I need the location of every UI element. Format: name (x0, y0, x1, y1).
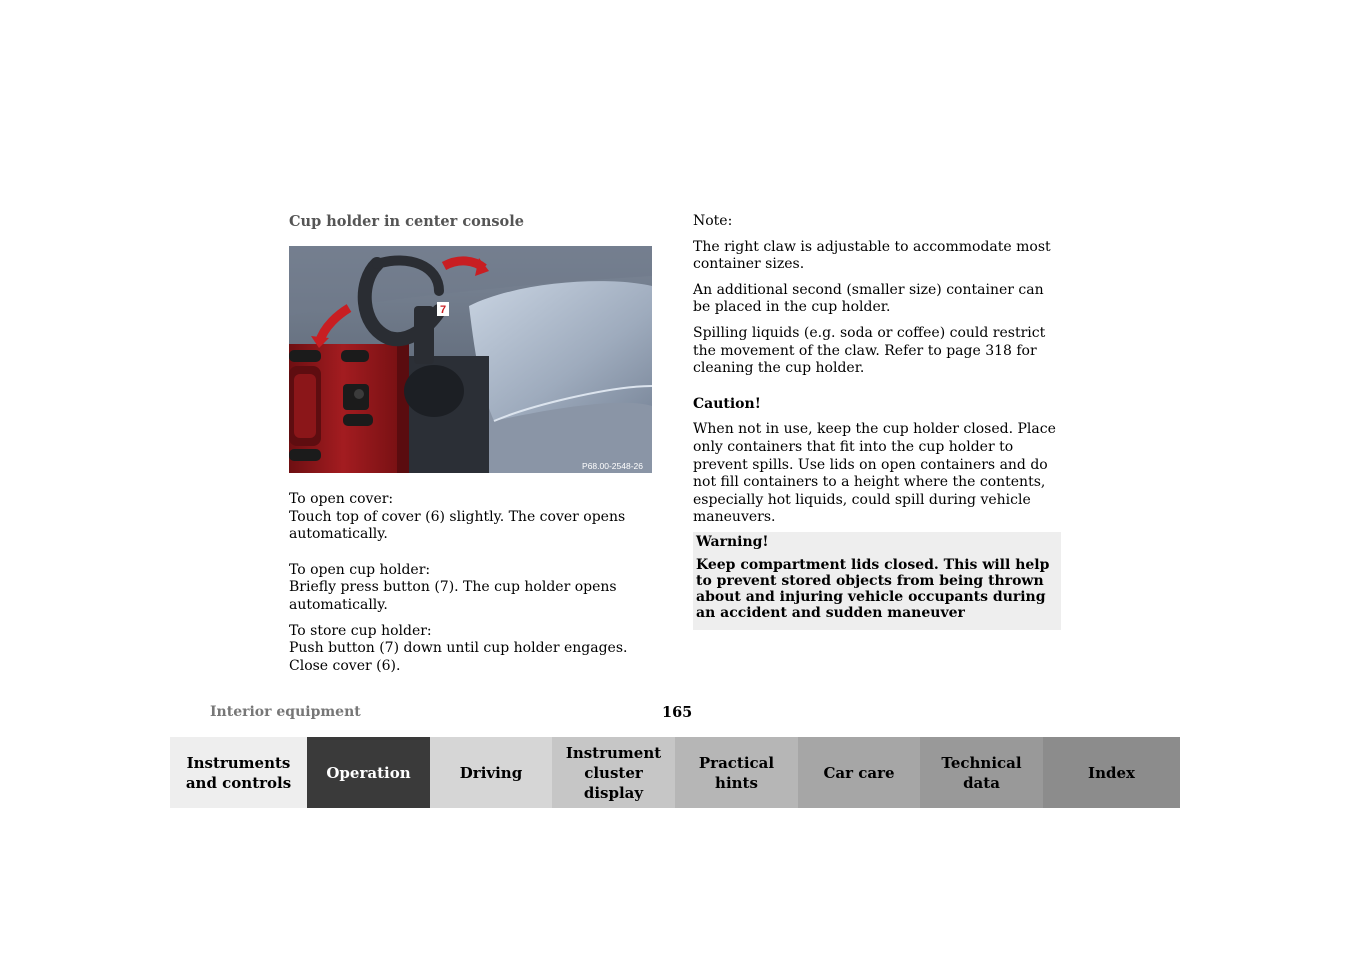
tab-label: Operation (326, 763, 411, 782)
tab-label: Driving (459, 763, 523, 782)
tab-label: Instruments and controls (185, 753, 292, 792)
chapter-tabs (170, 737, 1180, 808)
notes-column (693, 213, 1063, 527)
tab-label: Car care (823, 763, 895, 782)
tab-technical-data[interactable] (920, 737, 1043, 808)
footer-section-title: Interior equipment (210, 704, 361, 720)
open-holder-label: To open cup holder: (289, 561, 431, 578)
warning-label: Warning! (696, 534, 769, 550)
store-label: To store cup holder: (289, 622, 432, 639)
page-number: 165 (662, 704, 693, 721)
note-2: An additional second (smaller size) container can be placed in the cup holder. (693, 281, 1044, 316)
caution-label: Caution! (693, 395, 761, 412)
note-label: Note: (693, 213, 733, 229)
tab-practical-hints[interactable] (675, 737, 798, 808)
note-1: The right claw is adjustable to accommodate most container sizes. (693, 238, 1051, 273)
caution-text: When not in use, keep the cup holder closed. Place only containers that fit into the cup holder to prevent spills. Use lids on open containers and do not fill containers to a height where the contents, especially hot liquids, could spill during vehicle maneuvers. (693, 421, 1056, 526)
cup-holder-illustration (289, 246, 652, 473)
instructions-column (289, 491, 659, 675)
tab-driving[interactable] (430, 737, 552, 808)
callout-7: 7 (439, 304, 447, 316)
tab-operation[interactable] (307, 737, 430, 808)
tab-label: Practical hints (698, 753, 775, 792)
tab-label: Technical data (941, 753, 1022, 792)
tab-instrument-cluster-display[interactable] (552, 737, 675, 808)
tab-car-care[interactable] (798, 737, 920, 808)
open-cover-label: To open cover: (289, 491, 394, 507)
tab-instruments-and-controls[interactable] (170, 737, 307, 808)
tab-index[interactable] (1043, 737, 1180, 808)
warning-box (693, 532, 1061, 630)
note-3: Spilling liquids (e.g. soda or coffee) could restrict the movement of the claw. Refer to page 318 for cleaning the cup holder. (693, 324, 1046, 377)
tab-label: Index (1088, 763, 1135, 782)
store-text: Push button (7) down until cup holder engages. Close cover (6). (289, 640, 628, 674)
image-code: P68.00-2548-26 (582, 461, 643, 471)
open-cover-text: Touch top of cover (6) slightly. The cover opens automatically. (289, 508, 626, 543)
warning-text: Keep compartment lids closed. This will help to prevent stored objects from being thrown about and injuring vehicle occupants during an accident and sudden maneuver (696, 557, 1050, 621)
section-title: Cup holder in center console (289, 213, 524, 230)
tab-label: Instrument cluster display (565, 743, 662, 802)
open-holder-text: Briefly press button (7). The cup holder opens automatically. (289, 579, 617, 613)
